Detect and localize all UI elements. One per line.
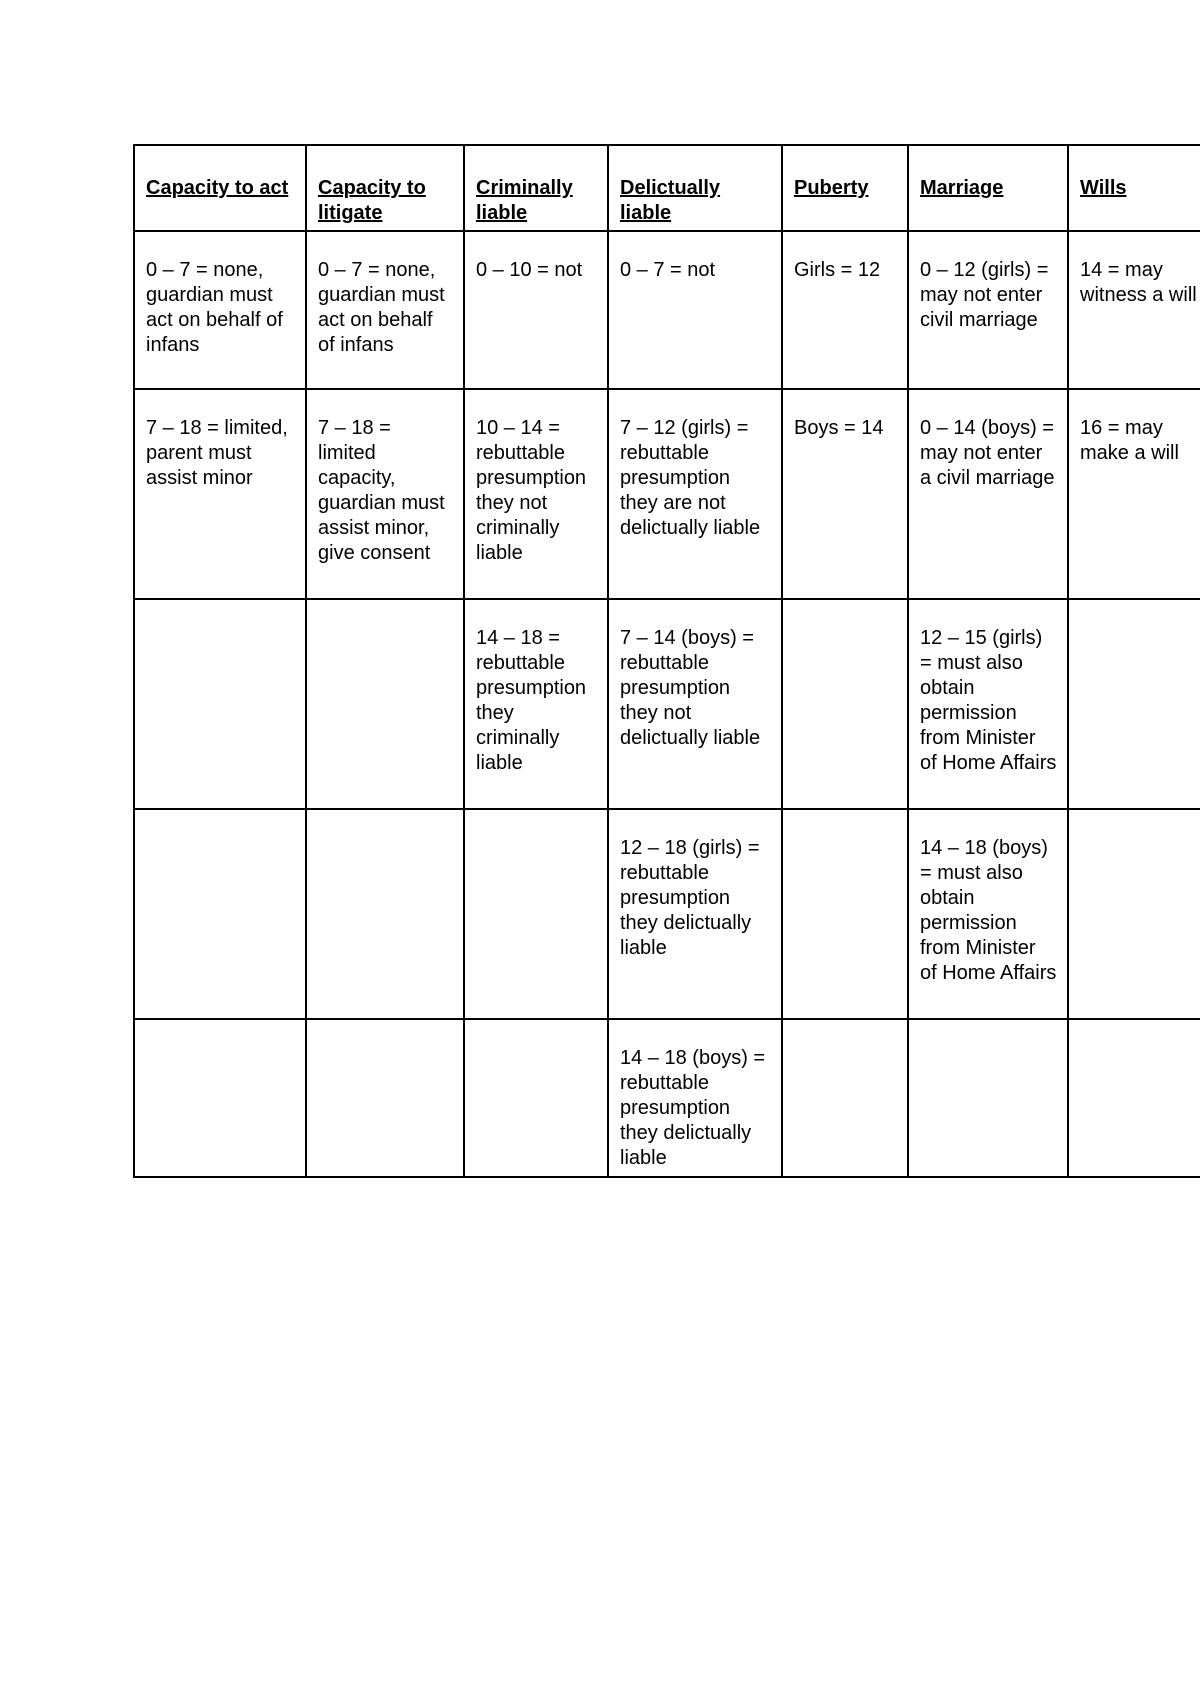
age-capacity-table [133, 144, 1200, 1178]
table-cell: 0 – 7 = none, guardian must act on behalf of infans [306, 231, 464, 389]
table-cell: 12 – 15 (girls) = must also obtain permission from Minister of Home Affairs [908, 599, 1068, 809]
table-cell [464, 809, 608, 1019]
table-cell [306, 599, 464, 809]
table-cell: 10 – 14 = rebuttable presumption they not criminally liable [464, 389, 608, 599]
table-cell [134, 599, 306, 809]
table-cell: 7 – 14 (boys) = rebuttable presumption they not delictually liable [608, 599, 782, 809]
table-cell: Boys = 14 [782, 389, 908, 599]
table-cell [908, 1019, 1068, 1177]
header-marriage: Marriage [908, 145, 1068, 231]
table-cell [1068, 599, 1200, 809]
table-cell: 7 – 18 = limited capacity, guardian must assist minor, give consent [306, 389, 464, 599]
header-criminally-liable: Criminally liable [464, 145, 608, 231]
header-capacity-to-act: Capacity to act [134, 145, 306, 231]
table-cell: 0 – 7 = none, guardian must act on behalf of infans [134, 231, 306, 389]
table-cell: 0 – 10 = not [464, 231, 608, 389]
table-cell: 14 – 18 (boys) = must also obtain permission from Minister of Home Affairs [908, 809, 1068, 1019]
table-cell [782, 1019, 908, 1177]
table-cell: 14 – 18 (boys) = rebuttable presumption they delictually liable [608, 1019, 782, 1177]
table-cell: Girls = 12 [782, 231, 908, 389]
table-cell: 14 – 18 = rebuttable presumption they criminally liable [464, 599, 608, 809]
table-cell: 14 = may witness a will [1068, 231, 1200, 389]
table-cell: 0 – 14 (boys) = may not enter a civil marriage [908, 389, 1068, 599]
table-cell [306, 1019, 464, 1177]
table-row [134, 389, 1200, 599]
table-cell [306, 809, 464, 1019]
table-cell [1068, 809, 1200, 1019]
table-row [134, 231, 1200, 389]
header-capacity-to-litigate: Capacity to litigate [306, 145, 464, 231]
table-cell: 12 – 18 (girls) = rebuttable presumption they delictually liable [608, 809, 782, 1019]
table-cell [1068, 1019, 1200, 1177]
table-cell: 0 – 12 (girls) = may not enter civil marriage [908, 231, 1068, 389]
table-cell: 16 = may make a will [1068, 389, 1200, 599]
header-wills: Wills [1068, 145, 1200, 231]
table-cell [134, 1019, 306, 1177]
table-cell [782, 809, 908, 1019]
table-row [134, 599, 1200, 809]
table-cell: 7 – 12 (girls) = rebuttable presumption they are not delictually liable [608, 389, 782, 599]
table-row [134, 809, 1200, 1019]
header-row [134, 145, 1200, 231]
table-cell: 7 – 18 = limited, parent must assist minor [134, 389, 306, 599]
table-cell [782, 599, 908, 809]
table-cell [134, 809, 306, 1019]
table-cell [464, 1019, 608, 1177]
header-delictually-liable: Delictually liable [608, 145, 782, 231]
header-puberty: Puberty [782, 145, 908, 231]
table-cell: 0 – 7 = not [608, 231, 782, 389]
table-row [134, 1019, 1200, 1177]
